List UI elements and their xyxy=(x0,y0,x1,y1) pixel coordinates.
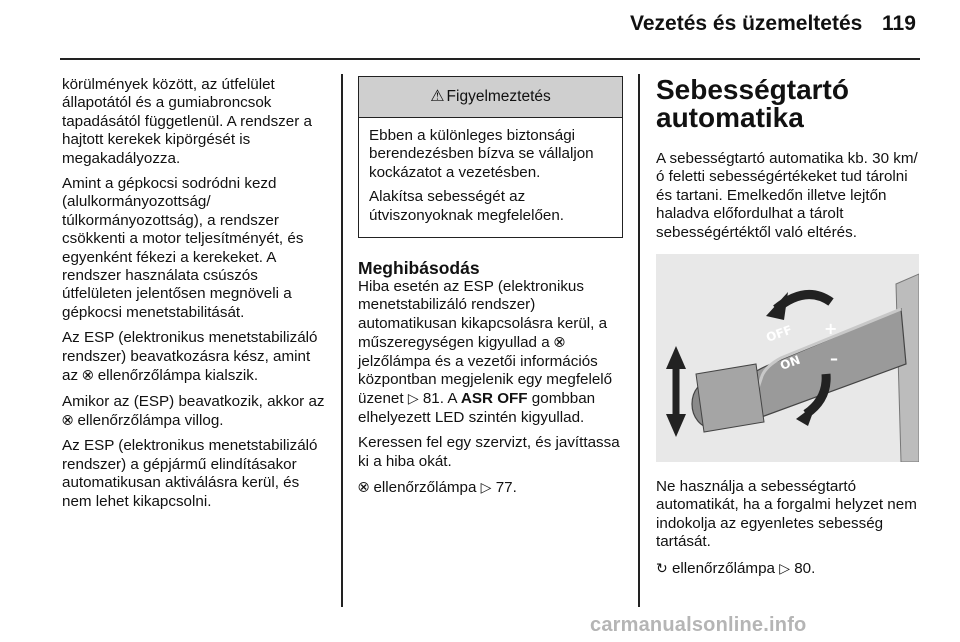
warning-title: Figyelmeztetés xyxy=(446,87,551,105)
text: jelzőlámpa és a vezetői információs központban megjelenik egy megfelelő üzenet xyxy=(358,352,613,408)
cross-reference-arrow-icon: ▷ xyxy=(407,390,419,407)
column-2 xyxy=(358,76,628,505)
asr-off-label: ASR OFF xyxy=(460,390,528,408)
paragraph: Alakítsa sebességét az útviszonyoknak megfelelően. xyxy=(369,188,565,224)
paragraph: Ne használja a sebességtartó automatikát, ha a forgalmi helyzet nem indokolja az egyenletes sebesség tartását. xyxy=(656,478,917,551)
paragraph xyxy=(62,329,327,385)
cross-reference-arrow-icon: ▷ xyxy=(779,559,790,576)
paragraph xyxy=(62,393,327,431)
paragraph xyxy=(358,278,628,427)
page-reference: 77. xyxy=(495,479,517,497)
cruise-control-lamp-icon: ↻ xyxy=(656,559,668,576)
paragraph: Ebben a különleges biztonsági berendezésben bízva se vállaljon kockázatot a vezetésben. xyxy=(369,127,594,181)
lever-off-label: OFF xyxy=(764,322,795,345)
esp-warning-lamp-icon: ⮿ xyxy=(553,334,566,351)
warning-header xyxy=(359,77,622,118)
section-heading-fault: Meghibásodás xyxy=(358,258,480,279)
esp-warning-lamp-icon: ⮿ xyxy=(82,367,94,384)
text: ellenőrzőlámpa kialszik. xyxy=(97,367,259,385)
esp-warning-lamp-icon: ⮿ xyxy=(358,479,370,496)
paragraph: Az ESP (elektronikus menetstabilizáló rendszer) a gépjármű elindításakor automatikusan aktiválásra kerül, és nem lehet kikapcsolni. xyxy=(62,437,318,510)
text: ellenőrzőlámpa villog. xyxy=(77,411,224,429)
page-number: 119 xyxy=(882,12,916,35)
paragraph: A sebességtartó automatika kb. 30 km/ó feletti sebességértékeket tud tárolni és tartani. Emelkedőn illetve lejtőn haladva előfordulhat a tárolt sebességértéktől való eltérés. xyxy=(656,150,918,241)
header-divider xyxy=(60,58,920,60)
cruise-control-lever-illustration xyxy=(656,254,919,462)
column-divider-1 xyxy=(341,74,343,607)
column-divider-2 xyxy=(638,74,640,607)
column-1 xyxy=(62,76,327,518)
warning-triangle-icon: ⚠ xyxy=(430,87,445,105)
warning-box xyxy=(358,76,623,238)
paragraph: körülmények között, az útfelület állapotától és a gumiabroncsok tapadásától függetlenül. A rendszer a hajtott kerekek kipörgését is megakadályozza. xyxy=(62,76,312,167)
text: Amikor az (ESP) beavatkozik, akkor az xyxy=(62,392,325,410)
svg-text:+: + xyxy=(824,319,838,339)
paragraph xyxy=(656,559,926,578)
warning-body xyxy=(359,118,622,237)
paragraph: Amint a gépkocsi sodródni kezd (alulkormányozottság/ túlkormányozottság), a rendszer csökkenti a motor teljesítményét, és egyenként fékezi a kerekeket. A rendszer használata csúszós útfelületen jelentősen megnöveli a gépkocsi menetstabilitását. xyxy=(62,175,304,321)
text: ellenőrzőlámpa xyxy=(373,479,477,497)
page-reference: 81 xyxy=(422,390,440,408)
page-header-title: Vezetés és üzemeltetés xyxy=(630,12,863,35)
section-heading-cruise-control: Sebességtartó automatika xyxy=(656,74,849,133)
text: . A xyxy=(439,390,457,408)
svg-text:–: – xyxy=(830,349,838,369)
lever-on-label: ON xyxy=(778,352,803,373)
text: ellenőrzőlámpa xyxy=(671,559,775,577)
column-3 xyxy=(656,76,926,585)
esp-warning-lamp-icon: ⮿ xyxy=(62,411,74,428)
cruise-control-lever-icon xyxy=(656,254,919,462)
watermark: carmanualsonline.info xyxy=(590,614,807,636)
paragraph: Keressen fel egy szervizt, és javíttassa ki a hiba okát. xyxy=(358,434,620,470)
text: Hiba esetén az ESP (elektronikus menetstabilizáló rendszer) automatikusan kikapcsolásra kerül, a műszeregységen kigyullad a xyxy=(358,278,608,352)
page-reference: 80. xyxy=(794,559,816,577)
text: gombban elhelyezett LED szintén kigyullad. xyxy=(358,390,596,426)
text: Az ESP (elektronikus menetstabilizáló rendszer) beavatkozásra kész, amint az xyxy=(62,329,318,385)
paragraph xyxy=(358,478,628,497)
cross-reference-arrow-icon: ▷ xyxy=(480,479,492,496)
